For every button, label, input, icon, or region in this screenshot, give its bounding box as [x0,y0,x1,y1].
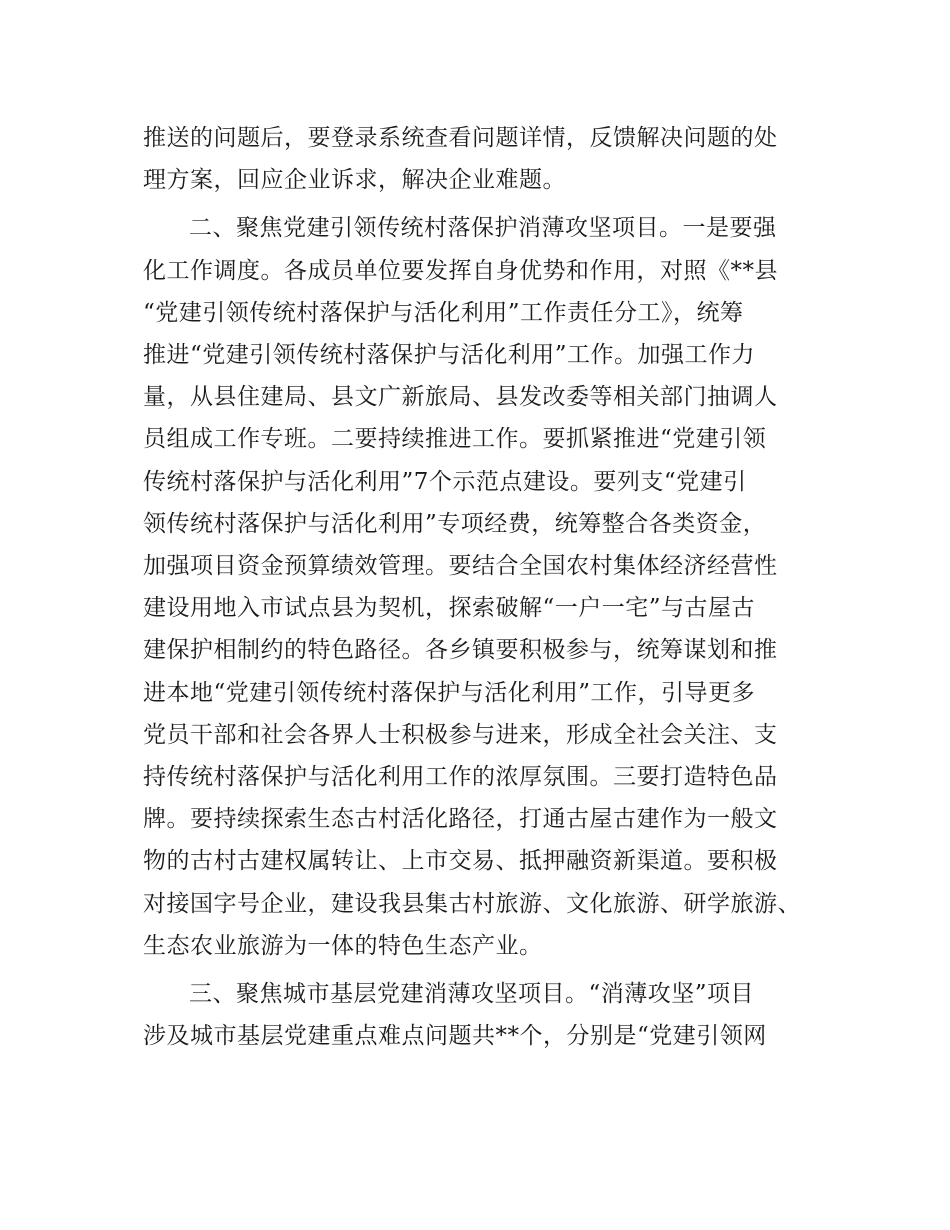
text-line: 建设用地入市试点县为契机，探索破解“一户一宅”与古屋古 [143,595,756,622]
text-line: 建保护相制约的特色路径。各乡镇要积极参与，统筹谋划和推 [143,637,778,664]
paragraph-continuation [143,117,815,201]
text-line: “党建引领传统村落保护与活化利用”工作责任分工》，统筹 [143,299,744,326]
text-line: 推送的问题后，要登录系统查看问题详情，反馈解决问题的处 [143,125,778,151]
text-line: 党员干部和社会各界人士积极参与进来，形成全社会关注、支 [143,721,778,748]
text-line: 理方案，回应企业诉求，解决企业难题。 [143,167,566,194]
text-line: 物的古村古建权属转让、上市交易、抵押融资新渠道。要积极 [143,848,778,875]
text-line: 量，从县住建局、县文广新旅局、县发改委等相关部门抽调人 [143,384,778,411]
text-line: 持传统村落保护与活化利用工作的浓厚氛围。三要打造特色品 [143,764,778,791]
text-line: 进本地“党建引领传统村落保护与活化利用”工作，引导更多 [143,679,756,706]
text-line: 三、聚焦城市基层党建消薄攻坚项目。“消薄攻坚”项目 [189,981,755,1008]
text-line: 传统村落保护与活化利用”7个示范点建设。要列支“党建引 [143,468,747,495]
text-line: 化工作调度。各成员单位要发挥自身优势和作用，对照《**县 [143,257,778,284]
text-line: 牌。要持续探索生态古村活化路径，打通古屋古建作为一般文 [143,806,778,833]
text-line: 对接国字号企业，建设我县集古村旅游、文化旅游、研学旅游、 [143,890,801,917]
paragraph-section-three [143,973,815,1057]
document-body [143,117,815,1057]
text-line: 二、聚焦党建引领传统村落保护消薄攻坚项目。一是要强 [189,215,777,242]
text-line: 涉及城市基层党建重点难点问题共**个，分别是“党建引领网 [143,1023,767,1050]
text-line: 加强项目资金预算绩效管理。要结合全国农村集体经济经营性 [143,553,778,580]
text-line: 领传统村落保护与活化利用”专项经费，统筹整合各类资金， [143,510,767,537]
text-line: 生态农业旅游为一体的特色生态产业。 [143,932,543,959]
text-line: 推进“党建引领传统村落保护与活化利用”工作。加强工作力 [143,342,756,369]
text-line: 员组成工作专班。二要持续推进工作。要抓紧推进“党建引领 [143,426,767,453]
paragraph-section-two [143,207,815,967]
